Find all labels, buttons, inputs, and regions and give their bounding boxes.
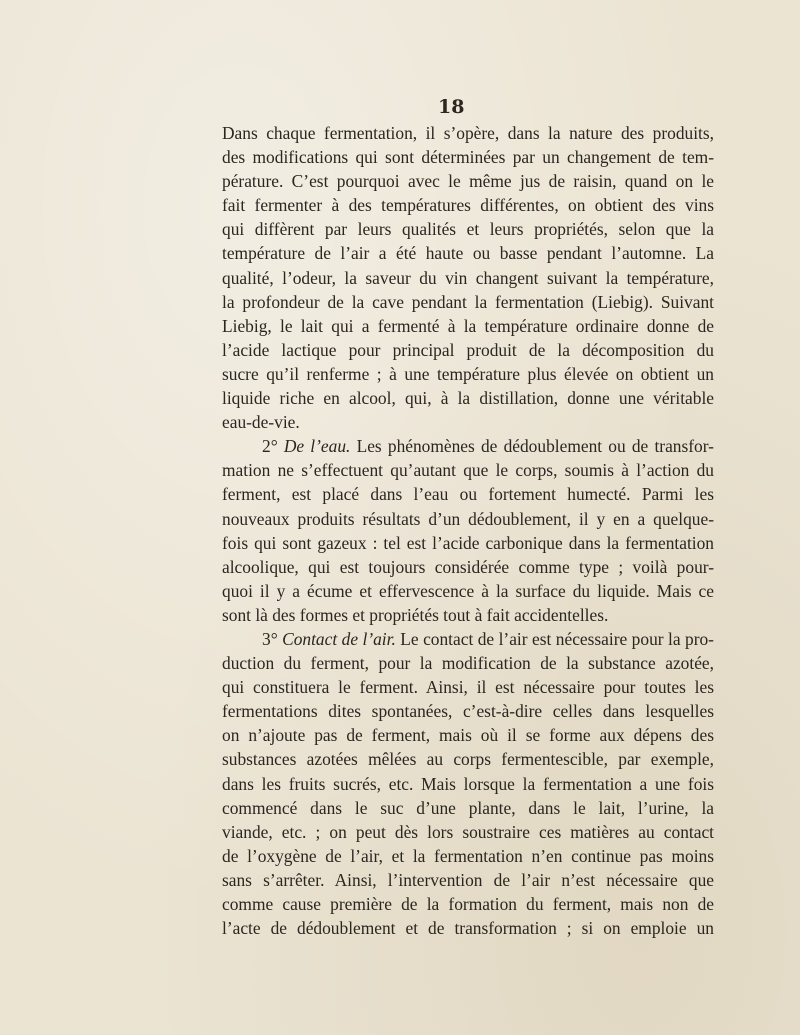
text-line: la profondeur de la cave pendant la fermentation (Liebig). Suivant [222, 291, 714, 312]
text-line: nouveaux produits résultats d’un dédoublement, il y en a quelque- [222, 508, 714, 529]
text-line: ferment, est placé dans l’eau ou fortement humecté. Parmi les [222, 484, 714, 505]
section-heading-line [222, 434, 714, 458]
text-line: des modifications qui sont déterminées par un changement de tem- [222, 147, 714, 168]
text-line: comme cause première de la formation du ferment, mais non de [222, 894, 714, 914]
text-line: de l’oxygène de l’air, et la fermentation n’en continue pas moins [222, 845, 714, 866]
text-line: sucre qu’il renferme ; à une température plus élevée on obtient un [222, 363, 714, 384]
section-number: 2° [262, 436, 278, 457]
text-line: qualité, l’odeur, la saveur du vin changent suivant la température, [222, 267, 714, 288]
text-line: substances azotées mêlées au corps fermentescible, par exemple, [222, 749, 714, 770]
text-line: température de l’air a été haute ou basse pendant l’automne. La [222, 243, 714, 264]
text-line: fermentations dites spontanées, c’est-à-dire celles dans lesquelles [222, 701, 714, 722]
text-line: dans les fruits sucrés, etc. Mais lorsque la fermentation a une fois [222, 773, 714, 794]
text-line: pérature. C’est pourquoi avec le même jus de raisin, quand on le [222, 171, 714, 192]
section-first-line: Le contact de l’air est nécessaire pour la pro- [400, 628, 714, 649]
text-line: on n’ajoute pas de ferment, mais où il se forme aux dépens des [222, 725, 714, 746]
page-number: 18 [438, 96, 465, 118]
section-number: 3° [262, 628, 278, 649]
text-line: liquide riche en alcool, qui, à la distillation, donne une véritable [222, 388, 714, 409]
text-line: qui diffèrent par leurs qualités et leurs propriétés, selon que la [222, 219, 714, 240]
body-text [222, 121, 714, 940]
text-line: fait fermenter à des températures différentes, on obtient des vins [222, 195, 714, 216]
text-line: sont là des formes et propriétés tout à fait accidentelles. [222, 604, 609, 625]
section-title: De l’eau. [283, 436, 351, 457]
text-line: Dans chaque fermentation, il s’opère, dans la nature des produits, [222, 123, 714, 143]
text-line: eau-de-vie. [222, 412, 300, 433]
text-line: quoi il y a écume et effervescence à la surface du liquide. Mais ce [222, 580, 714, 601]
text-line: qui constituera le ferment. Ainsi, il est nécessaire pour toutes les [222, 677, 714, 698]
text-line: commencé dans le suc d’une plante, dans le lait, l’urine, la [222, 797, 714, 818]
text-line: mation ne s’effectuent qu’autant que le corps, soumis à l’action du [222, 460, 714, 481]
text-line: duction du ferment, pour la modification de la substance azotée, [222, 653, 714, 674]
section-title: Contact de l’air. [282, 628, 396, 649]
text-line: alcoolique, qui est toujours considérée comme type ; voilà pour- [222, 556, 714, 577]
section-first-line: Les phénomènes de dédoublement ou de transfor- [356, 436, 714, 457]
text-line: fois qui sont gazeux : tel est l’acide carbonique dans la fermentation [222, 532, 714, 553]
text-line: l’acte de dédoublement et de transformation ; si on emploie un [222, 918, 714, 939]
section-heading-line [222, 627, 714, 651]
text-line: sans s’arrêter. Ainsi, l’intervention de l’air n’est nécessaire que [222, 869, 714, 890]
text-line: viande, etc. ; on peut dès lors soustraire ces matières au contact [222, 821, 714, 842]
text-line: l’acide lactique pour principal produit de la décomposition du [222, 339, 714, 360]
text-line: Liebig, le lait qui a fermenté à la température ordinaire donne de [222, 315, 714, 336]
